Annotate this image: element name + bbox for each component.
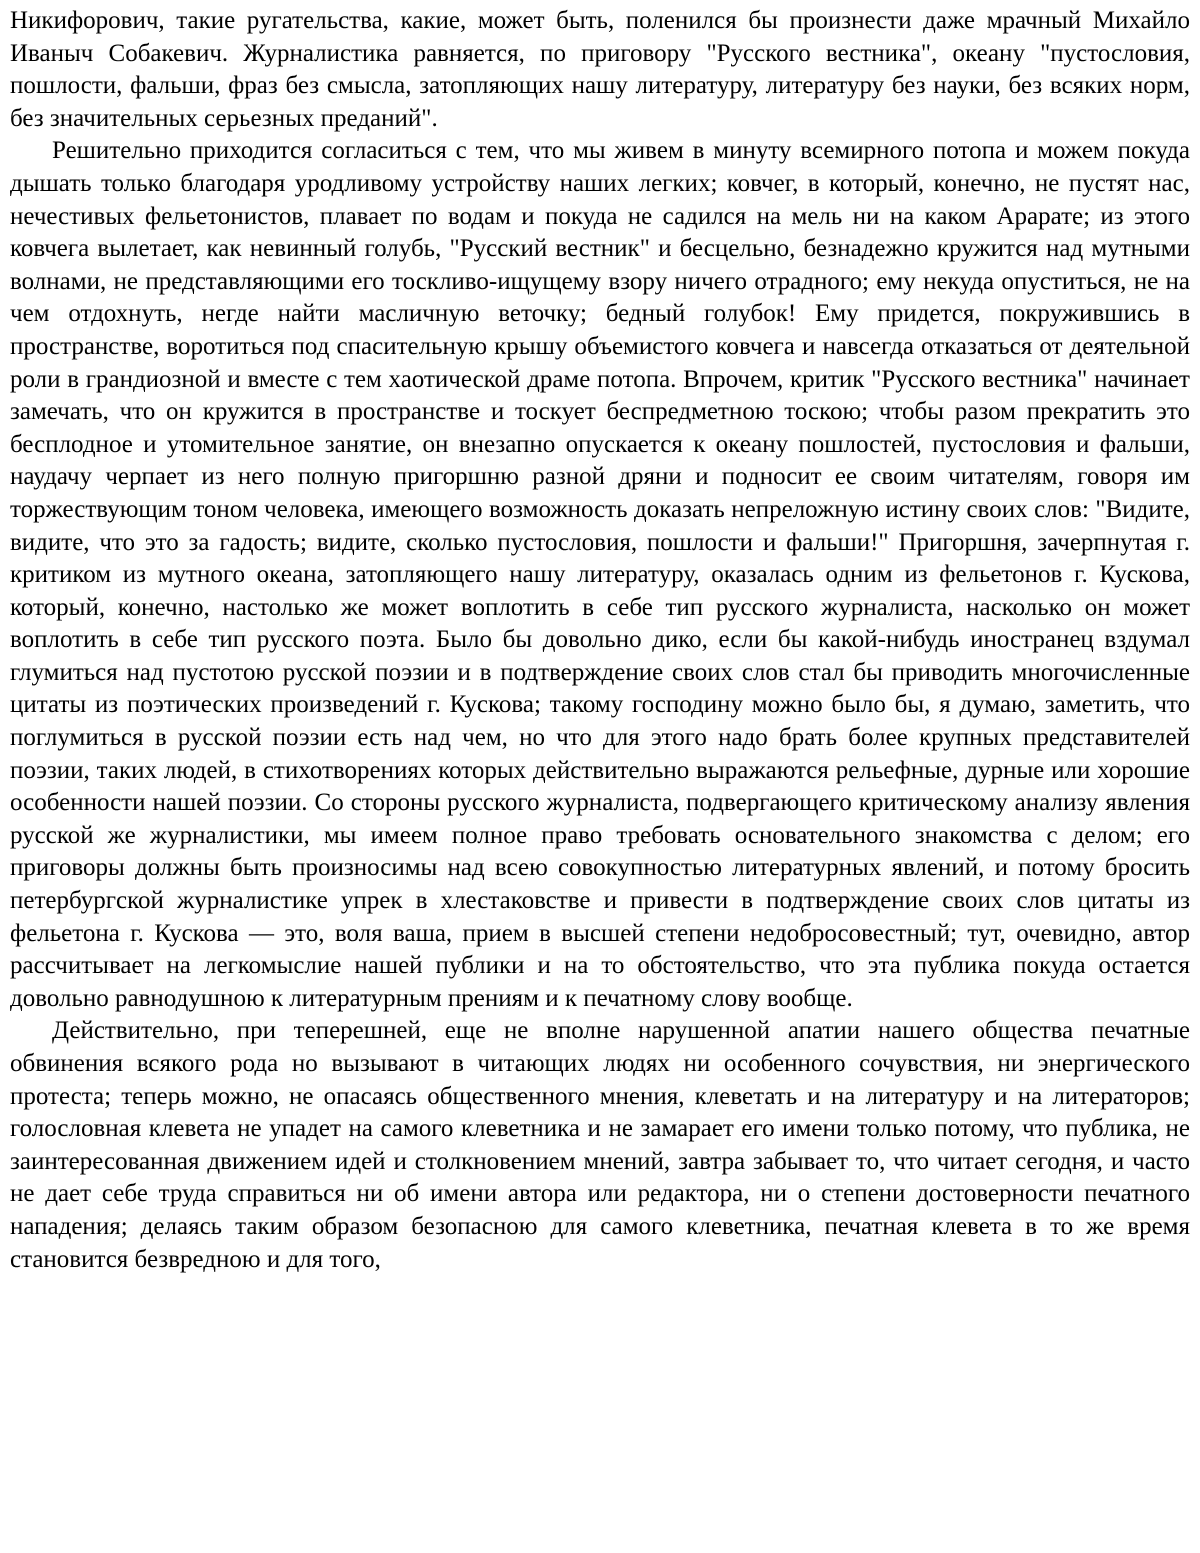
paragraph-2: Решительно приходится согласиться с тем, что мы живем в минуту всемирного потопа и можем покуда дышать только благодаря уродливому устройству наших легких; ковчег, в который, конечно, не пустят нас, нечестивых фельетонистов, плавает по водам и покуда не садился на мель ни на каком Арарате; из этого ковчега вылетает, как невинный голубь, "Русский вестник" и бесцельно, безнадежно кружится над мутными волнами, не представляющими его тоскливо-ищущему взору ничего отрадного; ему некуда опуститься, не на чем отдохнуть, негде найти масличную веточку; бедный голубок! Ему придется, покружившись в пространстве, воротиться под спасительную крышу объемистого ковчега и навсегда отказаться от деятельной роли в грандиозной и вместе с тем хаотической драме потопа. Впрочем, критик "Русского вестника" начинает замечать, что он кружится в пространстве и тоскует беспредметною тоскою; чтобы разом прекратить это бесплодное и утомительное занятие, он внезапно опускается к океану пошлостей, пустословия и фальши, наудачу черпает из него полную пригоршню разной дряни и подносит ее своим читателям, говоря им торжествующим тоном человека, имеющего возможность доказать непреложную истину своих слов: "Видите, видите, что это за гадость; видите, сколько пустословия, пошлости и фальши!" Пригоршня, зачерпнутая г. критиком из мутного океана, затопляющего нашу литературу, оказалась одним из фельетонов г. Кускова, который, конечно, настолько же может воплотить в себе тип русского журналиста, насколько он может воплотить в себе тип русского поэта. Было бы довольно дико, если бы какой-нибудь иностранец вздумал глумиться над пустотою русской поэзии и в подтверждение своих слов стал бы приводить многочисленные цитаты из поэтических произведений г. Кускова; такому господину можно было бы, я думаю, заметить, что поглумиться в русской поэзии есть над чем, но что для этого надо брать более крупных представителей поэзии, таких людей, в стихотворениях которых действительно выражаются рельефные, дурные или хорошие особенности нашей поэзии. Со стороны русского журналиста, подвергающего критическому анализу явления русской же журналистики, мы имеем полное право требовать основательного знакомства с делом; его приговоры должны быть произносимы над всею совокупностью литературных явлений, и потому бросить петербургской журналистике упрек в хлестаковстве и привести в подтверждение своих слов цитаты из фельетона г. Кускова — это, воля ваша, прием в высшей степени недобросовестный; тут, очевидно, автор рассчитывает на легкомыслие нашей публики и на то обстоятельство, что эта публика покуда остается довольно равнодушною к литературным прениям и к печатному слову вообще. xyxy=(10,137,1190,1012)
paragraph-3: Действительно, при теперешней, еще не вполне нарушенной апатии нашего общества печатные обвинения всякого рода но вызывают в читающих людях ни особенного сочувствия, ни энергического протеста; теперь можно, не опасаясь общественного мнения, клеветать и на литературу и на литераторов; голословная клевета не упадет на самого клеветника и не замарает его имени только потому, что публика, не заинтересованная движением идей и столкновением мнений, завтра забывает то, что читает сегодня, и часто не дает себе труда справиться ни об имени автора или редактора, ни о степени достоверности печатного нападения; делаясь таким образом безопасною для самого клеветника, печатная клевета в то же время становится безвредною и для того, xyxy=(10,1017,1190,1273)
paragraph-1: Никифорович, такие ругательства, какие, может быть, поленился бы произнести даже мрачный Михайло Иваныч Собакевич. Журналистика равняется, по приговору "Русского вестника", океану "пустословия, пошлости, фальши, фраз без смысла, затопляющих нашу литературу, литературу без науки, без всяких норм, без значительных серьезных преданий". xyxy=(10,7,1190,132)
